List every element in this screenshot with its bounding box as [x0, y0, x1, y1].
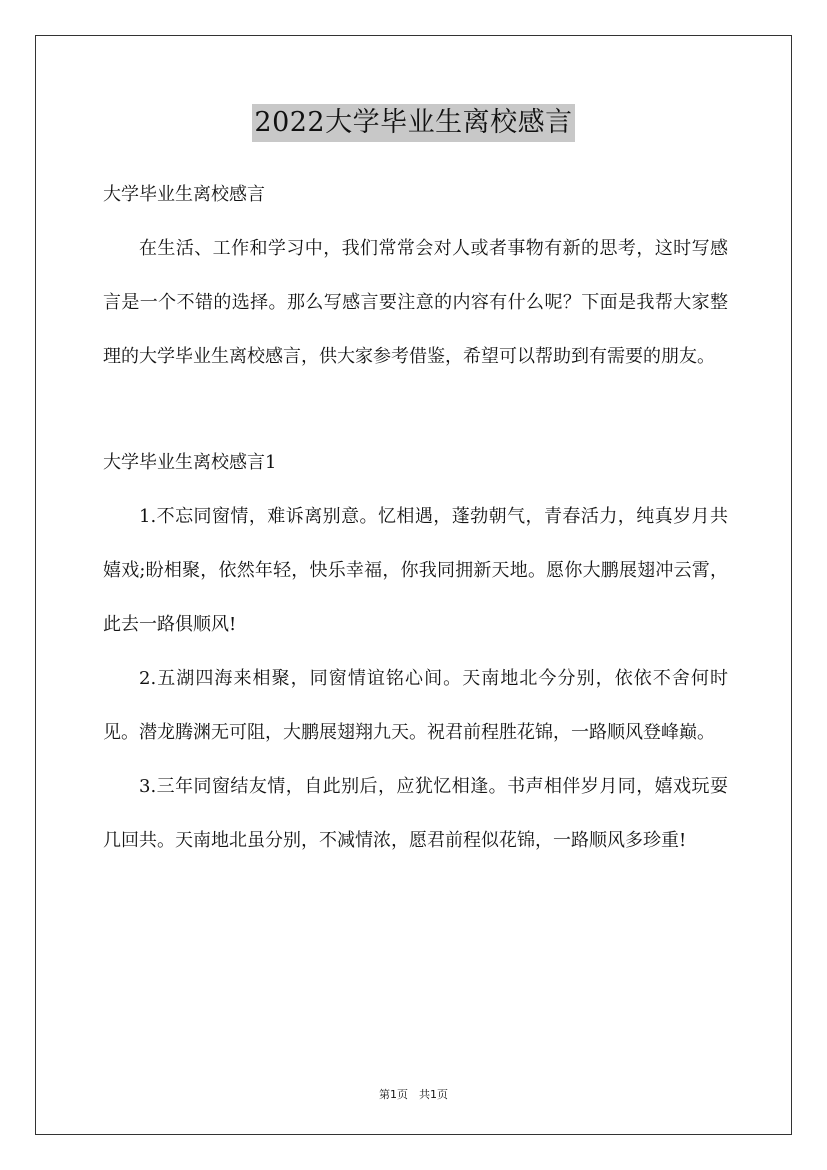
paragraph-1: 1.不忘同窗情，难诉离别意。忆相遇，蓬勃朝气，青春活力，纯真岁月共嬉戏;盼相聚，依然年轻，快乐幸福，你我同拥新天地。愿你大鹏展翅冲云霄，此去一路俱顺风!: [103, 506, 728, 635]
document-subtitle: 大学毕业生离校感言: [103, 184, 265, 205]
spacer: [103, 214, 728, 222]
title-container: [0, 104, 827, 142]
spacer: [103, 482, 728, 490]
document-title: 2022大学毕业生离校感言: [252, 104, 574, 142]
page-number: 第1页 共1页: [379, 1088, 448, 1101]
paragraph-2: 2.五湖四海来相聚，同窗情谊铭心间。天南地北今分别，依依不舍何时见。潜龙腾渊无可阻，大鹏展翅翔九天。祝君前程胜花锦，一路顺风登峰巅。: [103, 668, 728, 743]
document-body: [103, 175, 728, 868]
paragraph-3: 3.三年同窗结友情，自此别后，应犹忆相逢。书声相伴岁月同，嬉戏玩耍几回共。天南地北虽分别，不减情浓，愿君前程似花锦，一路顺风多珍重!: [103, 776, 728, 851]
spacer: [103, 384, 728, 443]
page-footer: [0, 1086, 827, 1102]
section-heading: 大学毕业生离校感言1: [103, 452, 277, 473]
intro-paragraph: 在生活、工作和学习中，我们常常会对人或者事物有新的思考，这时写感言是一个不错的选择。那么写感言要注意的内容有什么呢？下面是我帮大家整理的大学毕业生离校感言，供大家参考借鉴，希望可以帮助到有需要的朋友。: [103, 238, 728, 367]
